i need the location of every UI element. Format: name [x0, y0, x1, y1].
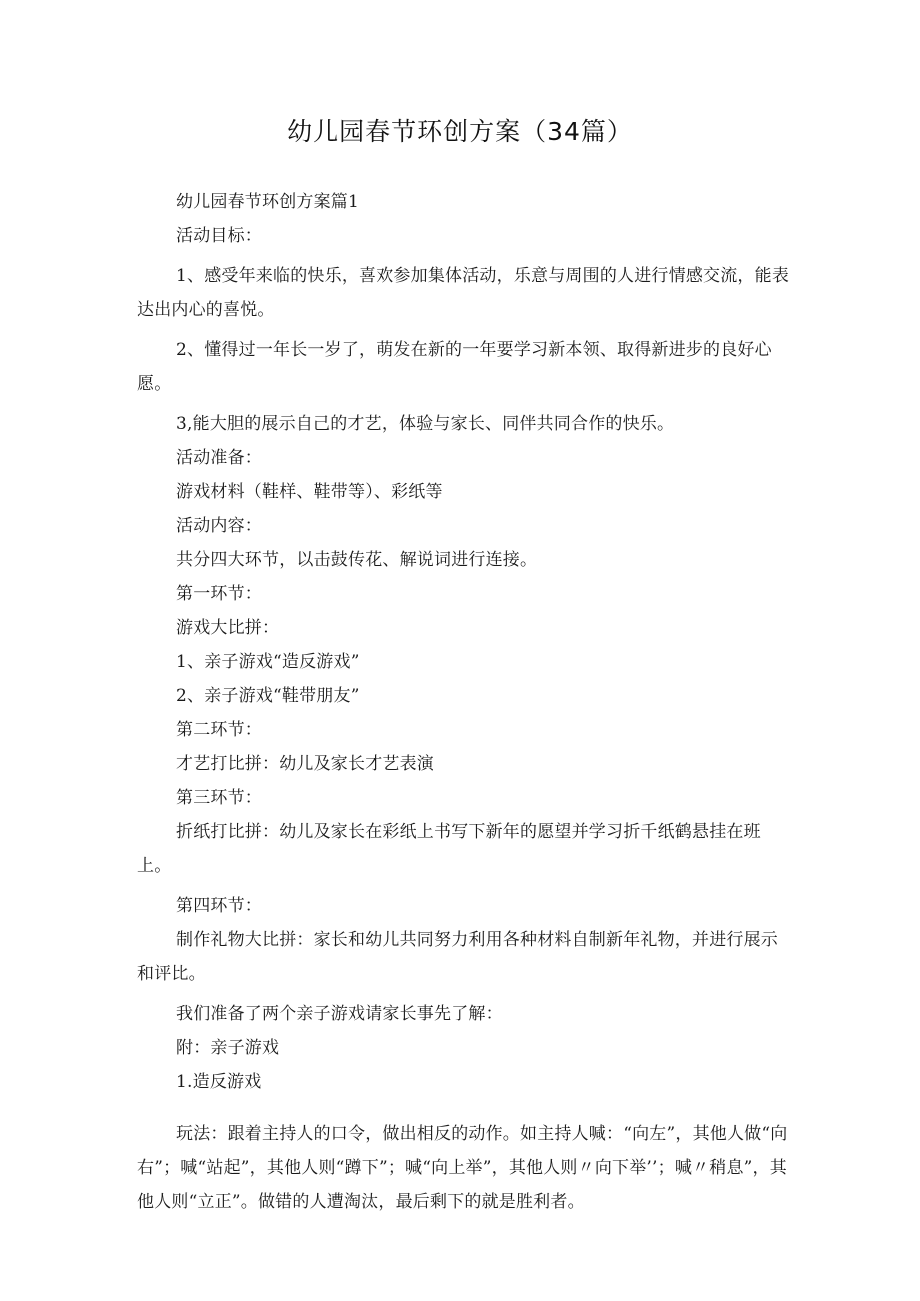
paragraph: 活动目标：: [176, 226, 262, 246]
paragraph: 1、感受年来临的快乐，喜欢参加集体活动，乐意与周围的人进行情感交流，能表达出内心的喜悦。: [137, 266, 790, 320]
paragraph: 玩法：跟着主持人的口令，做出相反的动作。如主持人喊：“向左”，其他人做“向右”；喊“站起”，其他人则“蹲下”；喊“向上举”，其他人则〃向下举’’；喊〃稍息”，其他人则“立正”。做错的人遭淘汰，最后剩下的就是胜利者。: [137, 1124, 788, 1212]
paragraph: 游戏材料（鞋样、鞋带等）、彩纸等: [176, 482, 443, 502]
paragraph: 第一环节：: [176, 584, 262, 604]
paragraph: 第二环节：: [176, 720, 262, 740]
paragraph: 我们准备了两个亲子游戏请家长事先了解：: [176, 1004, 503, 1024]
paragraph: 1.造反游戏: [176, 1072, 262, 1092]
paragraph: 第三环节：: [176, 788, 262, 808]
document-title: 幼儿园春节环创方案（34篇）: [287, 117, 633, 146]
paragraph: 游戏大比拼：: [176, 618, 280, 638]
paragraph: 第四环节：: [176, 896, 262, 916]
paragraph: 才艺打比拼：幼儿及家长才艺表演: [176, 754, 434, 774]
paragraph: 活动内容：: [176, 516, 262, 536]
paragraph: 共分四大环节，以击鼓传花、解说词进行连接。: [176, 550, 538, 570]
paragraph: 2、亲子游戏“鞋带朋友”: [176, 686, 360, 706]
paragraph: 2、懂得过一年长一岁了，萌发在新的一年要学习新本领、取得新进步的良好心愿。: [137, 340, 772, 394]
paragraph: 3,能大胆的展示自己的才艺，体验与家长、同伴共同合作的快乐。: [176, 414, 675, 434]
paragraph: 1、亲子游戏“造反游戏”: [176, 652, 360, 672]
paragraph: 制作礼物大比拼：家长和幼儿共同努力利用各种材料自制新年礼物，并进行展示和评比。: [137, 930, 778, 984]
paragraph: 折纸打比拼：幼儿及家长在彩纸上书写下新年的愿望并学习折千纸鹤悬挂在班上。: [137, 822, 761, 876]
section-heading: 幼儿园春节环创方案篇1: [176, 192, 360, 212]
document-body: [137, 185, 789, 1219]
paragraph: 活动准备：: [176, 448, 262, 468]
paragraph: 附：亲子游戏: [176, 1038, 280, 1058]
